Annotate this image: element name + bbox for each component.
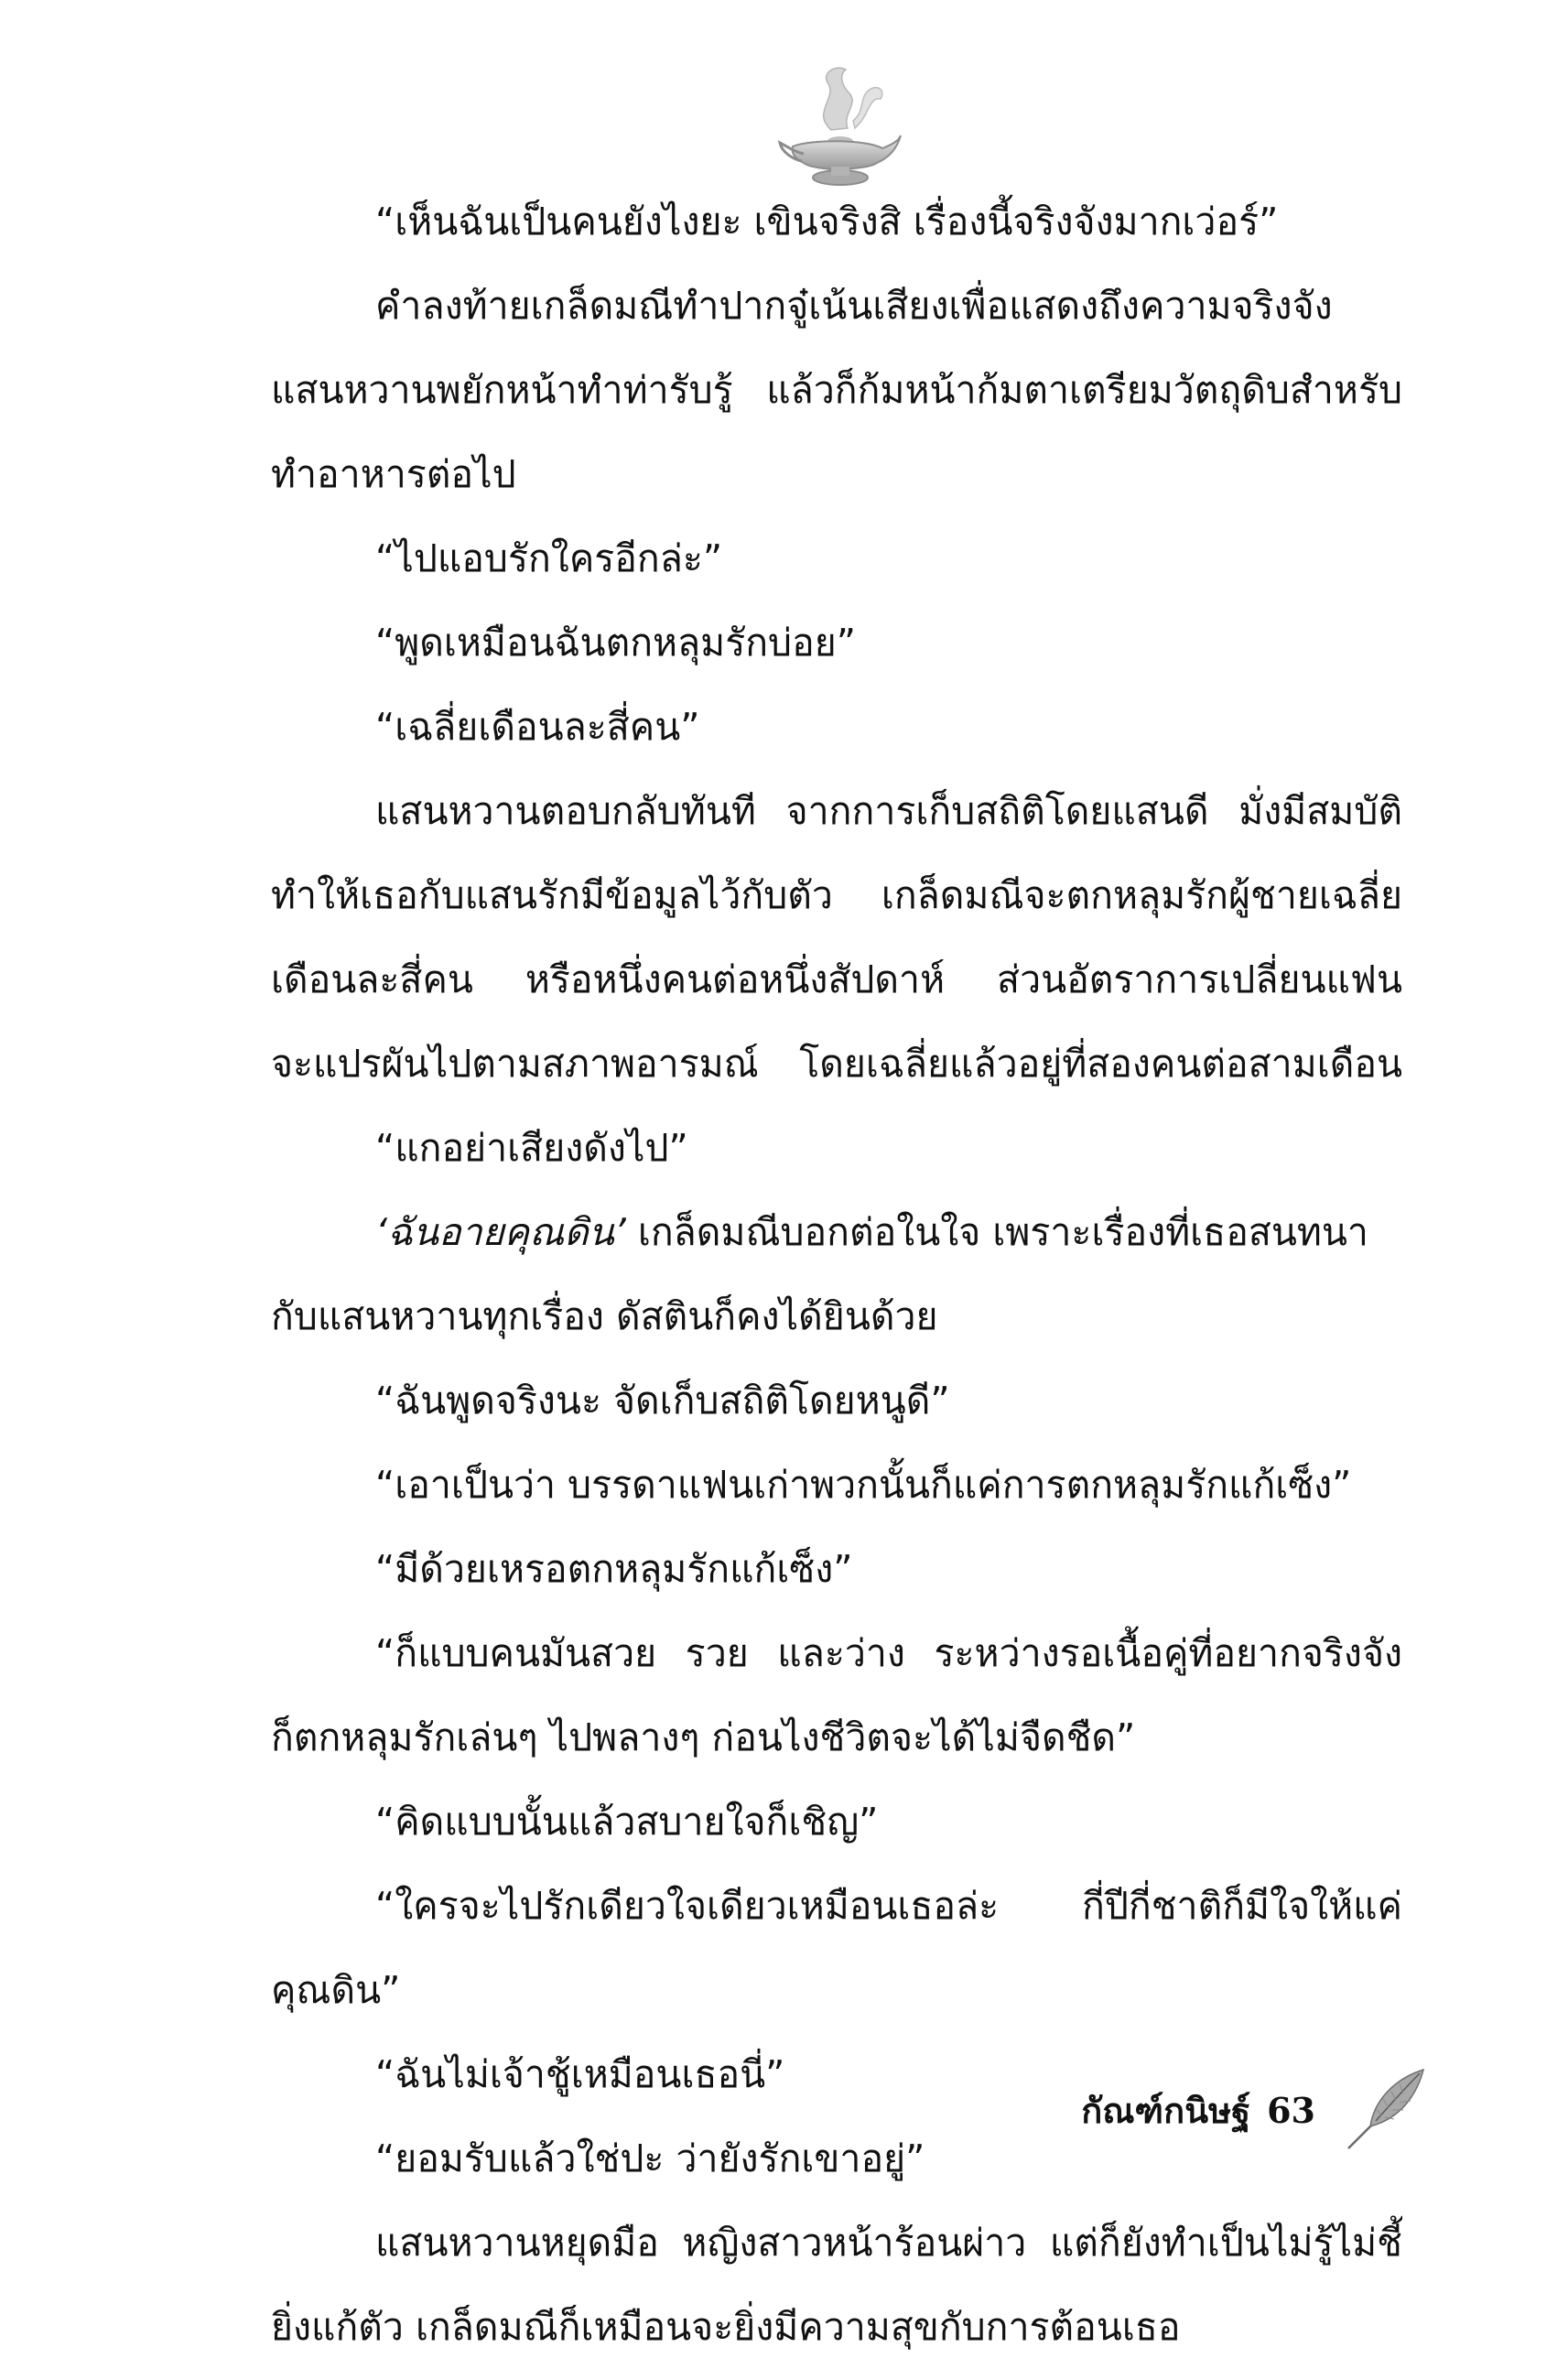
paragraph-line: แสนหวานหยุดมือ หญิงสาวหน้าร้อนผ่าว แต่ก็ยังทำเป็นไม่รู้ไม่ชี้ — [375, 2221, 1402, 2265]
book-title: กัณฑ์กนิษฐ์ — [1081, 2089, 1251, 2131]
paragraph-line: เดือนละสี่คน หรือหนึ่งคนต่อหนึ่งสัปดาห์ ส่วนอัตราการเปลี่ยนแฟน — [271, 957, 1402, 1001]
paragraph-line: “ฉันไม่เจ้าชู้เหมือนเธอนี่” — [375, 2052, 785, 2096]
paragraph-line: คุณดิน” — [271, 1968, 401, 2012]
paragraph-line: “ฉันพูดจริงนะ จัดเก็บสถิติโดยหนูดี” — [375, 1379, 950, 1422]
paragraph-line: ทำให้เธอกับแสนรักมีข้อมูลไว้กับตัว เกล็ดมณีจะตกหลุมรักผู้ชายเฉลี่ย — [271, 873, 1402, 917]
paragraph-line: จะแปรผันไปตามสภาพอารมณ์ โดยเฉลี่ยแล้วอยู่ที่สองคนต่อสามเดือน — [271, 1042, 1402, 1086]
paragraph-line-rest: เกล็ดมณีบอกต่อในใจ เพราะเรื่องที่เธอสนทนา — [625, 1210, 1368, 1254]
body-text — [271, 179, 1402, 2369]
paragraph-line: “ไปแอบรักใครอีกล่ะ” — [375, 536, 723, 580]
paragraph-line: “มีด้วยเหรอตกหลุมรักแก้เซ็ง” — [375, 1547, 853, 1591]
paragraph-line: “เอาเป็นว่า บรรดาแฟนเก่าพวกนั้นก็แค่การตกหลุมรักแก้เซ็ง” — [375, 1463, 1352, 1507]
paragraph-line: ยิ่งแก้ตัว เกล็ดมณีก็เหมือนจะยิ่งมีความสุขกับการต้อนเธอ — [271, 2305, 1181, 2349]
page-footer — [1081, 2060, 1431, 2160]
paragraph-line: “คิดแบบนั้นแล้วสบายใจก็เชิญ” — [375, 1800, 879, 1844]
paragraph-line: “พูดเหมือนฉันตกหลุมรักบ่อย” — [375, 621, 856, 665]
paragraph-line — [271, 1190, 1402, 1274]
paragraph-line: คำลงท้ายเกล็ดมณีทำปากจู๋เน้นเสียงเพื่อแสดงถึงความจริงจัง — [375, 284, 1333, 328]
paragraph-line: “ใครจะไปรักเดียวใจเดียวเหมือนเธอล่ะ กี่ปีกี่ชาติก็มีใจให้แค่ — [375, 1884, 1402, 1928]
paragraph-line: “แกอย่าเสียงดังไป” — [375, 1126, 688, 1170]
paragraph-line: ทำอาหารต่อไป — [271, 452, 516, 496]
paragraph-line: “ก็แบบคนมันสวย รวย และว่าง ระหว่างรอเนื้อคู่ที่อยากจริงจัง — [375, 1631, 1402, 1675]
paragraph-line: แสนหวานตอบกลับทันที จากการเก็บสถิติโดยแสนดี มั่งมีสมบัติ — [375, 789, 1402, 833]
paragraph-line: “เฉลี่ยเดือนละสี่คน” — [375, 705, 700, 749]
paragraph-line: “เห็นฉันเป็นคนยังไงยะ เขินจริงสิ เรื่องนี้จริงจังมากเว่อร์” — [375, 200, 1279, 243]
italic-thought: ‘ฉันอายคุณดิน’ — [375, 1210, 626, 1254]
page-number: 63 — [1267, 2089, 1315, 2131]
feather-icon — [1339, 2064, 1431, 2156]
paragraph-line: ก็ตกหลุมรักเล่นๆ ไปพลางๆ ก่อนไงชีวิตจะได้ไม่จืดชืด” — [271, 1715, 1136, 1759]
magic-lamp-icon — [774, 57, 903, 194]
paragraph-line: แสนหวานพยักหน้าทำท่ารับรู้ แล้วก็ก้มหน้าก้มตาเตรียมวัตถุดิบสำหรับ — [271, 368, 1402, 412]
paragraph-line: กับแสนหวานทุกเรื่อง ดัสตินก็คงได้ยินด้วย — [271, 1294, 938, 1338]
paragraph-line: “ยอมรับแล้วใช่ปะ ว่ายังรักเขาอยู่” — [375, 2136, 925, 2180]
